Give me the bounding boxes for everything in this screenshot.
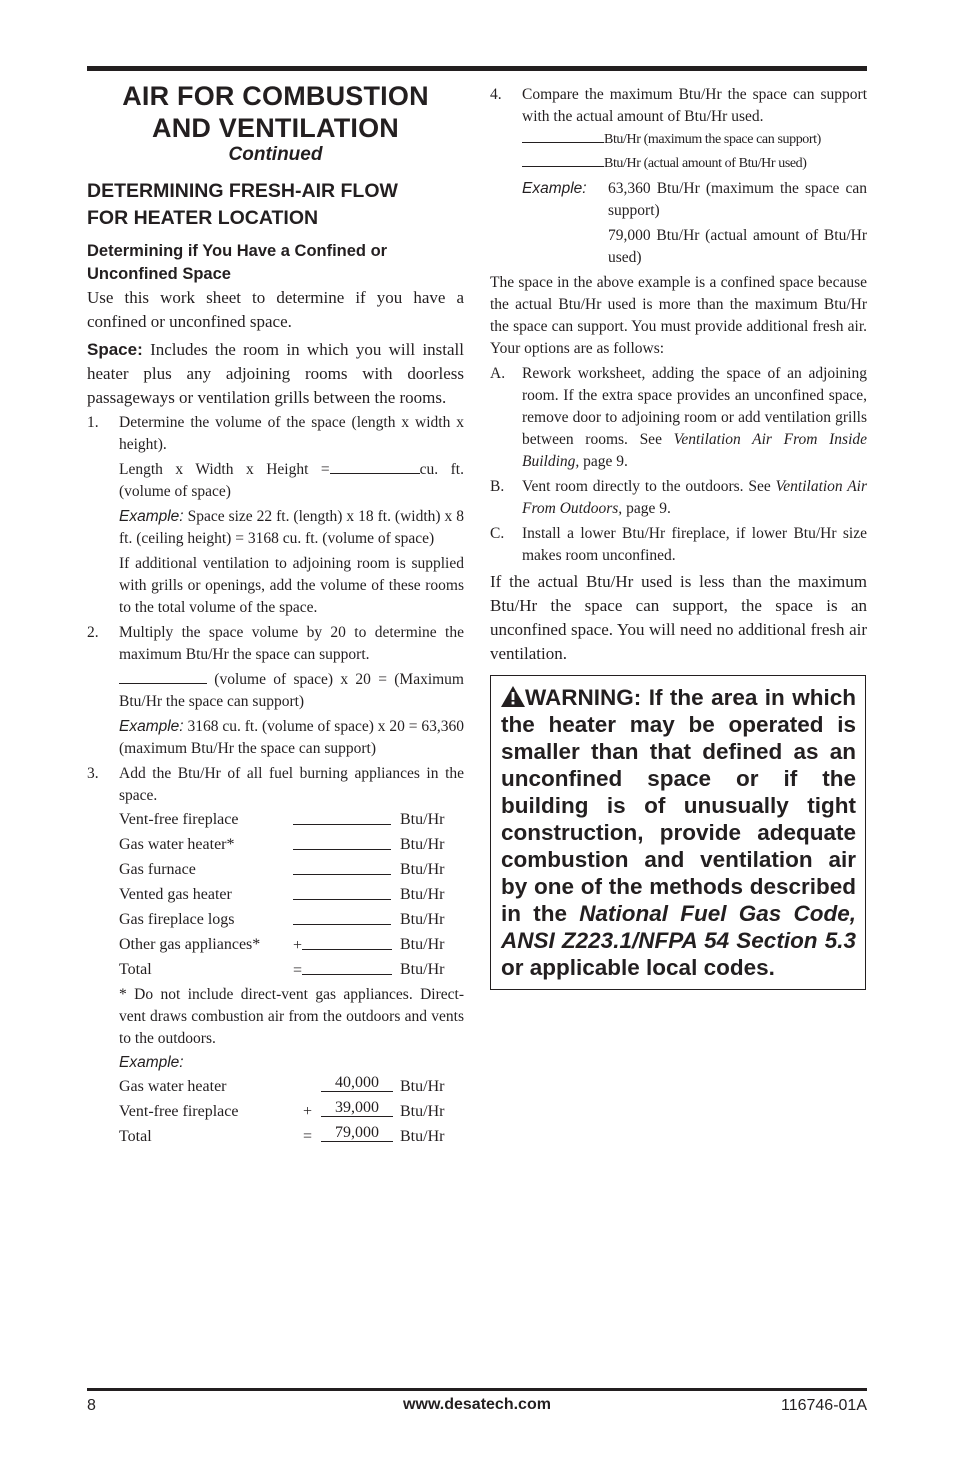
- example-value: 79,000: [321, 1124, 393, 1142]
- warning-box: [490, 675, 866, 990]
- option-a: A. Rework worksheet, adding the space of an adjoining room. If the extra space provides an unconfined space, remove door to adjoining room or add ventilation grills between rooms. See Ventilation Air From Inside Building, page 9.: [490, 365, 867, 470]
- step-1-example: Example: Space size 22 ft. (length) x 18 ft. (width) x 8 ft. (ceiling height) = 3168 cu. ft. (volume of space): [119, 508, 464, 547]
- example-unit: Btu/Hr: [400, 1127, 445, 1145]
- example-name: Gas water heater: [119, 1077, 227, 1095]
- appliance-blank: =: [293, 957, 400, 982]
- appliance-name: Vented gas heater: [119, 885, 232, 903]
- step-3-example-label: Example:: [119, 1054, 184, 1071]
- continued-label: Continued: [228, 144, 323, 165]
- appliance-row: [119, 832, 444, 857]
- blank-line: [330, 459, 420, 474]
- appliance-unit: Btu/Hr: [400, 885, 445, 903]
- example-row: [119, 1099, 444, 1124]
- appliance-blank: [293, 907, 400, 932]
- intro-paragraph: Use this work sheet to determine if you have a confined or unconfined space.: [87, 288, 464, 331]
- appliance-blank: [293, 807, 400, 832]
- appliance-unit: Btu/Hr: [400, 860, 445, 878]
- appliance-row: [119, 907, 444, 932]
- example-name: Vent-free fireplace: [119, 1102, 239, 1120]
- section-heading: DETERMINING FRESH-AIR FLOW FOR HEATER LOCATION: [87, 180, 398, 229]
- blank-line: [119, 669, 207, 684]
- appliance-worksheet: [119, 807, 444, 982]
- example-unit: Btu/Hr: [400, 1077, 445, 1095]
- subsection-heading: Determining if You Have a Confined or Unconfined Space: [87, 242, 388, 283]
- right-column: [490, 84, 867, 666]
- example-unit: Btu/Hr: [400, 1102, 445, 1120]
- example-value-cell: [321, 1099, 400, 1124]
- step-2-example: Example: 3168 cu. ft. (volume of space) x 20 = 63,360 (maximum Btu/Hr the space can support): [119, 718, 464, 757]
- page-title: AIR FOR COMBUSTION AND VENTILATION: [122, 81, 429, 143]
- appliance-name: Other gas appliances*: [119, 935, 261, 953]
- appliance-name: Gas furnace: [119, 860, 196, 878]
- bottom-rule: [87, 1388, 867, 1391]
- footer-url: www.desatech.com: [403, 1396, 551, 1413]
- document-code: 116746-01A: [781, 1397, 867, 1414]
- appliance-unit: Btu/Hr: [400, 960, 445, 978]
- example-value: 39,000: [321, 1099, 393, 1117]
- option-b: B. Vent room directly to the outdoors. See Ventilation Air From Outdoors, page 9.: [490, 478, 867, 517]
- step-1-extra: If additional ventilation to adjoining room is supplied with grills or openings, add the volume of these rooms to the total volume of the space.: [119, 555, 464, 616]
- unconfined-paragraph: If the actual Btu/Hr used is less than the maximum Btu/Hr the space can support, the space is an unconfined space. You will need no additional fresh air ventilation.: [490, 572, 867, 663]
- confined-paragraph: The space in the above example is a confined space because the actual Btu/Hr used is more than the maximum Btu/Hr the space can support. You must provide additional fresh air. Your options are as follows:: [490, 274, 867, 357]
- blank-line: [522, 152, 604, 167]
- warning-triangle-icon: [501, 686, 525, 707]
- appliance-name: Gas water heater*: [119, 835, 235, 853]
- appliance-row: [119, 807, 444, 832]
- example-value-cell: [321, 1124, 400, 1149]
- example-worksheet: [119, 1074, 444, 1149]
- step-3-note: * Do not include direct-vent gas appliances. Direct-vent draws combustion air from the outdoors and vents to the outdoors.: [119, 986, 464, 1047]
- appliance-blank: +: [293, 932, 400, 957]
- example-row: [119, 1124, 444, 1149]
- btu-formula: (volume of space) x 20 = (Maximum Btu/Hr the space can support): [119, 671, 464, 710]
- appliance-unit: Btu/Hr: [400, 835, 445, 853]
- example-value: 40,000: [321, 1074, 393, 1092]
- appliance-blank: [293, 882, 400, 907]
- appliance-name: Gas fireplace logs: [119, 910, 235, 928]
- appliance-row: [119, 932, 444, 957]
- example-operator: +: [303, 1102, 313, 1120]
- compare-line-max: Btu/Hr (maximum the space can support): [522, 128, 867, 152]
- volume-formula: Length x Width x Height = cu. ft. (volume of space): [119, 461, 464, 500]
- example-operator: [303, 1074, 321, 1099]
- example-value-cell: [321, 1074, 400, 1099]
- appliance-blank: [293, 832, 400, 857]
- option-c: C. Install a lower Btu/Hr fireplace, if lower Btu/Hr size makes room unconfined.: [490, 525, 867, 564]
- step-2: 2. Multiply the space volume by 20 to determine the maximum Btu/Hr the space can support. (volume of space) x 20 = (Maximum Btu/Hr the space can support) Example: 3168 cu. ft. (volume of space) x 20 = 63,360 (maximum Btu/Hr the space can support): [87, 622, 464, 760]
- step-3: 3. Add the Btu/Hr of all fuel burning appliances in the space. Vent-free fireplace Btu/Hr Gas water heater* Btu/Hr Gas furnace Btu/Hr Vented gas heater Btu/Hr Gas fireplace logs Btu/Hr Other gas appliances* + Btu/Hr Total = Btu/Hr * Do not include direct-vent gas appliances. Direct-vent draws combustion air from the outdoors and vents to the outdoors. Example: Gas water heater 40,000 Btu/Hr Vent-free fireplace + 39,000 Btu/Hr Total = 79,000 Btu/Hr: [87, 763, 464, 1149]
- left-column: [87, 80, 464, 1149]
- appliance-blank: [293, 857, 400, 882]
- appliance-name: Total: [119, 960, 152, 978]
- example-operator: =: [303, 1127, 313, 1145]
- step-4: 4. Compare the maximum Btu/Hr the space can support with the actual amount of Btu/Hr used. Btu/Hr (maximum the space can support) Btu/Hr (actual amount of Btu/Hr used) Example: 63,360 Btu/Hr (maximum the space can support) 79,000 Btu/Hr (actual amount of Btu/Hr used): [490, 84, 867, 269]
- compare-line-actual: Btu/Hr (actual amount of Btu/Hr used): [522, 152, 867, 176]
- step-4-example: Example: 63,360 Btu/Hr (maximum the space can support) 79,000 Btu/Hr (actual amount of Btu/Hr used): [522, 180, 867, 266]
- warning-text: WARNING: If the area in which the heater may be operated is smaller than that defined as an unconfined space or if the building is of unusually tight construction, provide adequate combustion and ventilation air by one of the methods described in the National Fuel Gas Code, ANSI Z223.1/NFPA 54 Section 5.3 or applicable local codes.: [501, 685, 857, 980]
- appliance-name: Vent-free fireplace: [119, 810, 239, 828]
- blank-line: [522, 128, 604, 143]
- example-row: [119, 1074, 444, 1099]
- example-name: Total: [119, 1127, 152, 1145]
- appliance-unit: Btu/Hr: [400, 910, 445, 928]
- step-1: 1. Determine the volume of the space (length x width x height). Length x Width x Height = cu. ft. (volume of space) Example: Space size 22 ft. (length) x 18 ft. (width) x 8 ft. (ceiling height) = 3168 cu. ft. (volume of space) If additional ventilation to adjoining room is supplied with grills or openings, add the volume of these rooms to the total volume of the space.: [87, 412, 464, 619]
- appliance-row: [119, 857, 444, 882]
- page-number: 8: [87, 1397, 96, 1414]
- appliance-row: [119, 882, 444, 907]
- appliance-unit: Btu/Hr: [400, 935, 445, 953]
- appliance-unit: Btu/Hr: [400, 810, 445, 828]
- appliance-row: [119, 957, 444, 982]
- space-paragraph: Space: Includes the room in which you will install heater plus any adjoining rooms with doorless passageways or ventilation grills between the rooms.: [87, 340, 464, 407]
- top-rule: [87, 66, 867, 71]
